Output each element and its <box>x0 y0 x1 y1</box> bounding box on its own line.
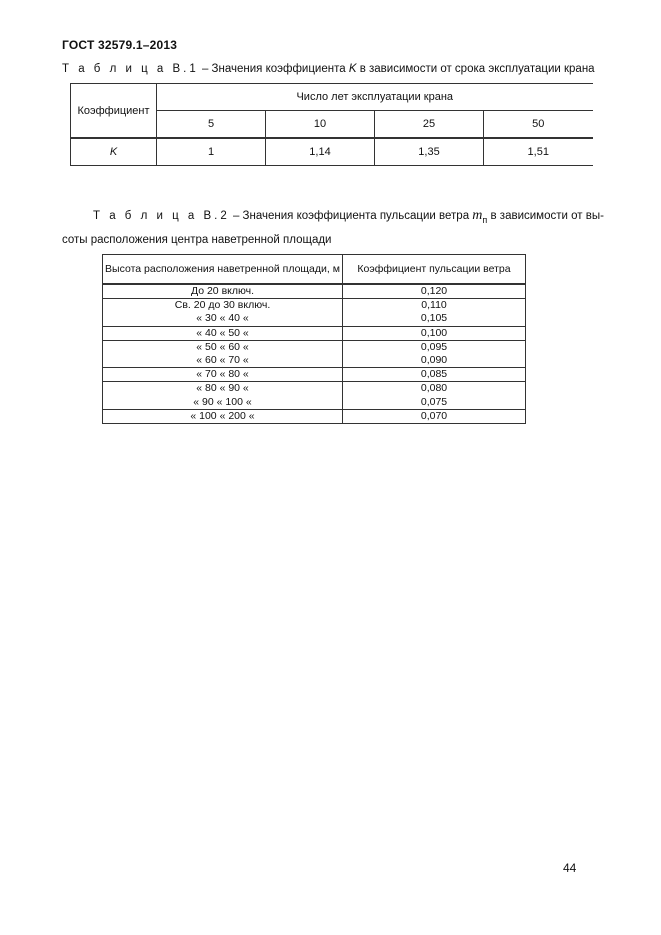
table1-value-cell: 1 <box>157 138 266 166</box>
table-row <box>103 354 526 368</box>
coef-cell: 0,075 <box>343 396 526 410</box>
coef-cell: 0,120 <box>343 284 526 299</box>
table2-caption-text-after: в зависимости от вы- <box>487 210 604 222</box>
table-row <box>103 326 526 340</box>
height-cell: « 90 « 100 « <box>103 396 343 410</box>
height-cell: « 40 « 50 « <box>103 326 343 340</box>
table1 <box>70 83 593 166</box>
document-header: ГОСТ 32579.1–2013 <box>62 38 178 52</box>
table1-year-cell: 5 <box>157 111 266 139</box>
table1-caption-text: – Значения коэффициента <box>198 63 349 75</box>
table1-coef-header: Коэффициент <box>71 84 157 139</box>
table2-caption-line2: соты расположения центра наветренной площади <box>62 234 332 246</box>
table1-caption-label: Т а б л и ц а В.1 <box>62 63 199 75</box>
table1-year-cell: 10 <box>266 111 375 139</box>
height-cell: Св. 20 до 30 включ. <box>103 299 343 313</box>
table1-caption-var: K <box>348 63 357 75</box>
table-row <box>103 340 526 354</box>
table1-caption <box>62 63 595 75</box>
height-cell: « 30 « 40 « <box>103 312 343 326</box>
coef-cell: 0,110 <box>343 299 526 313</box>
table-row <box>103 382 526 396</box>
table-row <box>103 299 526 313</box>
height-cell: « 100 « 200 « <box>103 409 343 423</box>
height-cell: « 60 « 70 « <box>103 354 343 368</box>
table-row <box>103 368 526 382</box>
table2-height-header: Высота расположения наветренной площади, м <box>103 255 343 285</box>
coef-cell: 0,080 <box>343 382 526 396</box>
table1-value-cell: 1,35 <box>375 138 484 166</box>
height-cell: « 70 « 80 « <box>103 368 343 382</box>
coef-cell: 0,105 <box>343 312 526 326</box>
table-row <box>103 284 526 299</box>
height-cell: До 20 включ. <box>103 284 343 299</box>
table1-year-cell: 25 <box>375 111 484 139</box>
table2-caption-label: Т а б л и ц а В.2 <box>93 210 230 222</box>
coef-cell: 0,070 <box>343 409 526 423</box>
coef-cell: 0,100 <box>343 326 526 340</box>
table1-value-cell: 1,51 <box>484 138 593 166</box>
height-cell: « 50 « 60 « <box>103 340 343 354</box>
table1-year-cell: 50 <box>484 111 593 139</box>
table2-caption-var: $m_п$ <box>472 208 488 225</box>
table2-caption <box>93 208 604 225</box>
table2-caption-text: – Значения коэффициента пульсации ветра <box>229 210 473 222</box>
table1-value-cell: 1,14 <box>266 138 375 166</box>
table2 <box>102 254 526 424</box>
table1-caption-text-after: в зависимости от срока эксплуатации крана <box>356 63 595 75</box>
table1-years-group-header: Число лет эксплуатации крана <box>157 84 593 111</box>
table2-coef-header: Коэффициент пульсации ветра <box>343 255 526 285</box>
height-cell: « 80 « 90 « <box>103 382 343 396</box>
coef-cell: 0,090 <box>343 354 526 368</box>
table1-row-label: K <box>71 138 157 166</box>
table-row <box>103 312 526 326</box>
table-row <box>103 409 526 423</box>
coef-cell: 0,085 <box>343 368 526 382</box>
coef-cell: 0,095 <box>343 340 526 354</box>
table-row <box>103 396 526 410</box>
page-number: 44 <box>563 861 577 875</box>
